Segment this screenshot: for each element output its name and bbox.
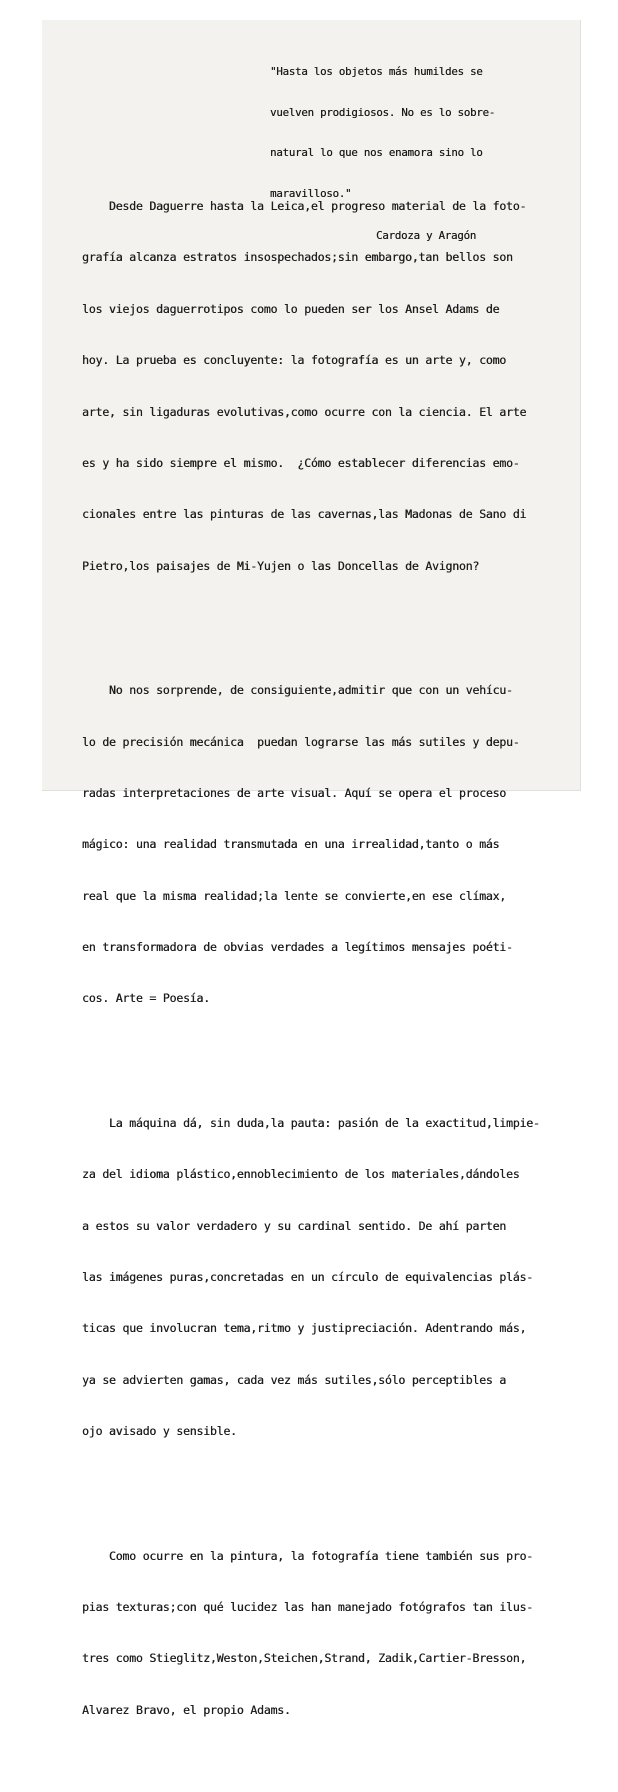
paragraph-3	[82, 1084, 540, 1472]
text-line: lo de precisión mecánica puedan lograrse las más sutiles y depu-	[82, 734, 520, 749]
text-line: No nos sorprende, de consiguiente,admitir que con un vehícu-	[82, 683, 513, 698]
body-text	[82, 125, 540, 1792]
text-line: tres como Stieglitz,Weston,Steichen,Strand, Zadik,Cartier-Bresson,	[82, 1651, 527, 1666]
epigraph-attribution: Cardoza y Aragón	[376, 229, 477, 242]
text-line: Alvarez Bravo, el propio Adams.	[82, 1702, 291, 1717]
epigraph-line: maravilloso."	[270, 186, 352, 200]
text-line: mágico: una realidad transmutada en una irrealidad,tanto o más	[82, 837, 500, 852]
text-line: Como ocurre en la pintura, la fotografía tiene también sus pro-	[82, 1548, 533, 1563]
text-line: ojo avisado y sensible.	[82, 1424, 237, 1439]
epigraph-line: vuelven prodigiosos. No es lo sobre-	[270, 105, 496, 119]
text-line: radas interpretaciones de arte visual. Aquí se opera el proceso	[82, 785, 506, 800]
text-line: ticas que involucran tema,ritmo y justipreciación. Adentrando más,	[82, 1321, 527, 1336]
text-line: en transformadora de obvias verdades a legítimos mensajes poéti-	[82, 940, 513, 955]
text-line: a estos su valor verdadero y su cardinal sentido. De ahí parten	[82, 1218, 506, 1233]
text-line: Desde Daguerre hasta la Leica,el progreso material de la foto-	[82, 199, 527, 213]
text-line: arte, sin ligaduras evolutivas,como ocurre con la ciencia. El arte	[82, 404, 527, 419]
typewritten-sheet	[42, 20, 581, 1717]
text-line: los viejos daguerrotipos como lo pueden ser los Ansel Adams de	[82, 301, 500, 316]
epigraph-line: natural lo que nos enamora sino lo	[270, 146, 483, 159]
text-line: ya se advierten gamas, cada vez más sutiles,sólo perceptibles a	[82, 1372, 506, 1387]
paragraph-1	[82, 167, 540, 606]
paragraph-2	[82, 651, 540, 1039]
text-line: La máquina dá, sin duda,la pauta: pasión de la exactitud,limpie-	[82, 1115, 540, 1130]
epigraph-line: "Hasta los objetos más humildes se	[270, 65, 483, 78]
text-line: za del idioma plástico,ennoblecimiento de los materiales,dándoles	[82, 1167, 520, 1182]
text-line: real que la misma realidad;la lente se convierte,en ese clímax,	[82, 888, 506, 903]
text-line: las imágenes puras,concretadas en un círculo de equivalencias plás-	[82, 1270, 533, 1285]
text-line: hoy. La prueba es concluyente: la fotografía es un arte y, como	[82, 353, 506, 368]
text-line: pias texturas;con qué lucidez las han manejado fotógrafos tan ilus-	[82, 1599, 533, 1614]
text-line: cos. Arte = Poesía.	[82, 991, 210, 1006]
text-line: es y ha sido siempre el mismo. ¿Cómo establecer diferencias emo-	[82, 455, 520, 470]
text-line: Pietro,los paisajes de Mi-Yujen o las Doncellas de Avignon?	[82, 558, 480, 573]
paragraph-4	[82, 1517, 540, 1751]
text-line: cionales entre las pinturas de las cavernas,las Madonas de Sano di	[82, 507, 527, 522]
text-line: grafía alcanza estratos insospechados;sin embargo,tan bellos son	[82, 250, 513, 265]
